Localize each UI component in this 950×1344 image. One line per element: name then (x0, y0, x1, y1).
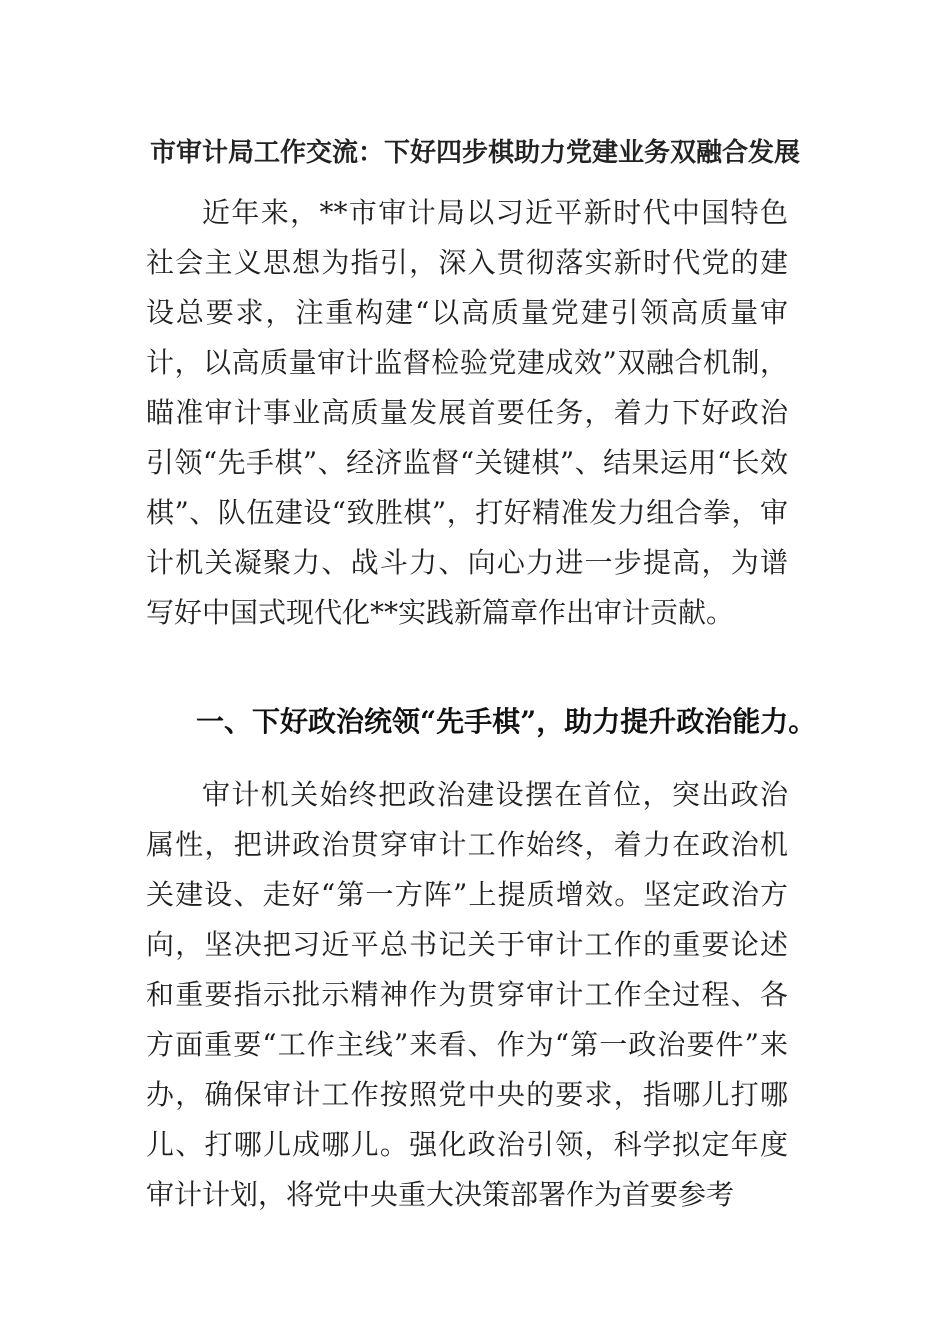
document-title: 市审计局工作交流：下好四步棋助力党建业务双融合发展 (149, 138, 800, 168)
section-1-heading: 一、下好政治统领“先手棋”，助力提升政治能力。 (196, 705, 817, 738)
section-1-paragraph: 审计机关始终把政治建设摆在首位，突出政治属性，把讲政治贯穿审计工作始终，着力在政治机关建设、走好“第一方阵”上提质增效。坚定政治方向，坚决把习近平总书记关于审计工作的重要论述和重要指示批示精神作为贯穿审计工作全过程、各方面重要“工作主线”来看、作为“第一政治要件”来办，确保审计工作按照党中央的要求，指哪儿打哪儿、打哪儿成哪儿。强化政治引领，科学拟定年度审计计划，将党中央重大决策部署作为首要参考 (146, 778, 788, 1211)
intro-paragraph: 近年来，**市审计局以习近平新时代中国特色社会主义思想为指引，深入贯彻落实新时代党的建设总要求，注重构建“以高质量党建引领高质量审计，以高质量审计监督检验党建成效”双融合机制，瞄准审计事业高质量发展首要任务，着力下好政治引领“先手棋”、经济监督“关键棋”、结果运用“长效棋”、队伍建设“致胜棋”，打好精准发力组合拳，审计机关凝聚力、战斗力、向心力进一步提高，为谱写好中国式现代化**实践新篇章作出审计贡献。 (146, 196, 788, 629)
